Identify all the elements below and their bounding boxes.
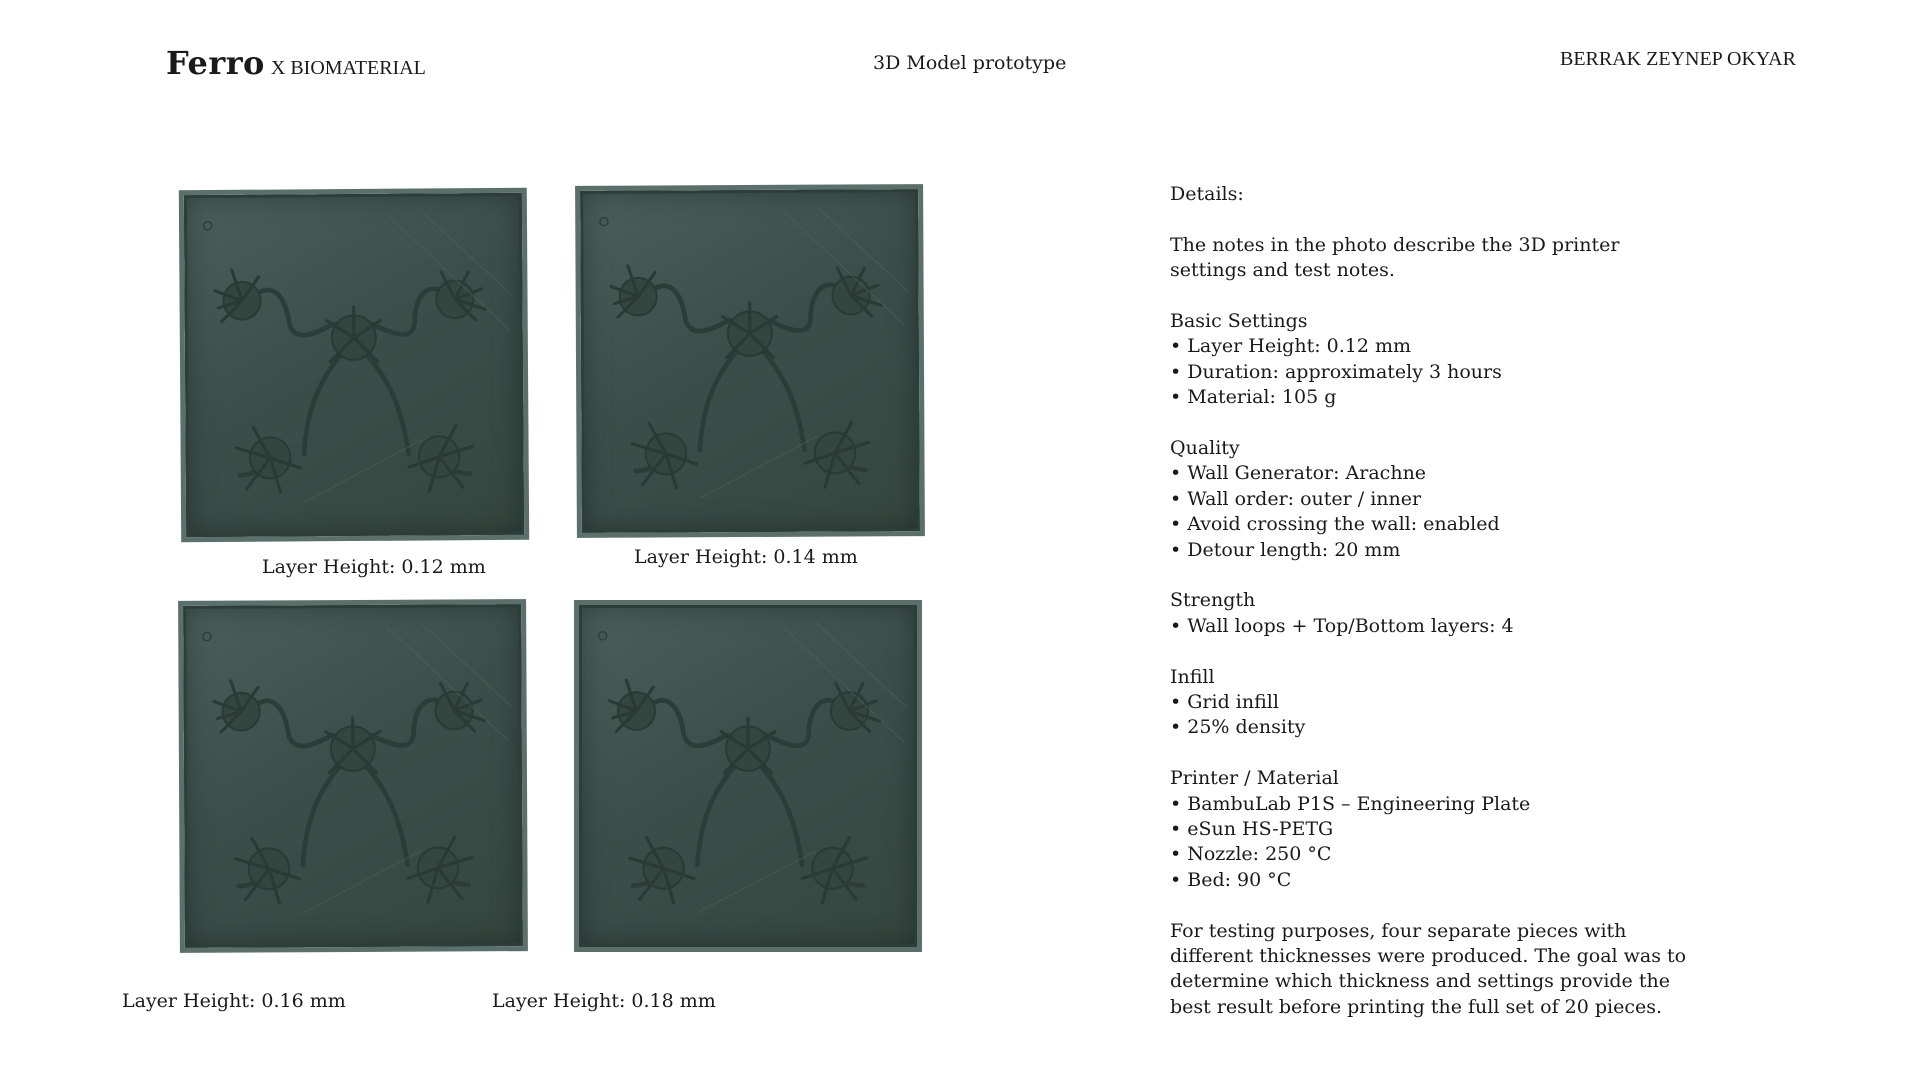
details-heading: Details: [1170, 183, 1244, 205]
list-item: • Bed: 90 °C [1170, 868, 1292, 891]
brand-suffix: X BIOMATERIAL [270, 57, 426, 79]
brand-logo: Ferro [166, 44, 265, 82]
list-item: • Wall order: outer / inner [1170, 487, 1422, 510]
section-title-strength: Strength [1170, 589, 1256, 612]
conclusion-line: For testing purposes, four separate pieces with [1170, 919, 1627, 942]
list-item: • 25% density [1170, 716, 1306, 739]
list-item: • Material: 105 g [1170, 386, 1337, 409]
list-item: • Duration: approximately 3 hours [1170, 360, 1502, 383]
sample-photo-3 [178, 599, 528, 953]
sample-photo-1 [179, 188, 529, 542]
details-panel [1170, 182, 1690, 1020]
list-item: • Grid infill [1170, 691, 1279, 714]
list-item: • Layer Height: 0.12 mm [1170, 335, 1412, 358]
conclusion-line: determine which thickness and settings provide the [1170, 970, 1670, 993]
relief-pattern-icon [184, 193, 524, 537]
page-title: 3D Model prototype [873, 52, 1067, 74]
conclusion-line: best result before printing the full set of 20 pieces. [1170, 995, 1663, 1018]
conclusion-line: different thicknesses were produced. The goal was to [1170, 945, 1687, 968]
sample-photo-4 [574, 600, 922, 952]
relief-pattern-icon [183, 604, 523, 948]
author-name: BERRAK ZEYNEP OKYAR [1560, 48, 1796, 70]
sample-photo-2 [575, 184, 925, 538]
relief-pattern-icon [580, 189, 920, 533]
intro-line: settings and test notes. [1170, 259, 1395, 282]
section-title-infill: Infill [1170, 665, 1215, 688]
list-item: • Wall Generator: Arachne [1170, 462, 1427, 485]
sample-caption-4: Layer Height: 0.18 mm [492, 990, 716, 1012]
sample-caption-1: Layer Height: 0.12 mm [262, 556, 486, 578]
section-title-basic-settings: Basic Settings [1170, 310, 1308, 332]
list-item: • eSun HS-PETG [1170, 818, 1334, 841]
brand [166, 44, 426, 82]
list-item: • Detour length: 20 mm [1170, 538, 1401, 561]
section-title-quality: Quality [1170, 437, 1240, 460]
list-item: • BambuLab P1S – Engineering Plate [1170, 792, 1531, 815]
section-title-printer-material: Printer / Material [1170, 767, 1339, 790]
list-item: • Nozzle: 250 °C [1170, 843, 1332, 866]
list-item: • Wall loops + Top/Bottom layers: 4 [1170, 614, 1514, 637]
sample-caption-3: Layer Height: 0.16 mm [122, 990, 346, 1012]
list-item: • Avoid crossing the wall: enabled [1170, 513, 1500, 536]
relief-pattern-icon [579, 605, 917, 947]
sample-caption-2: Layer Height: 0.14 mm [634, 546, 858, 568]
intro-line: The notes in the photo describe the 3D printer [1170, 233, 1620, 256]
